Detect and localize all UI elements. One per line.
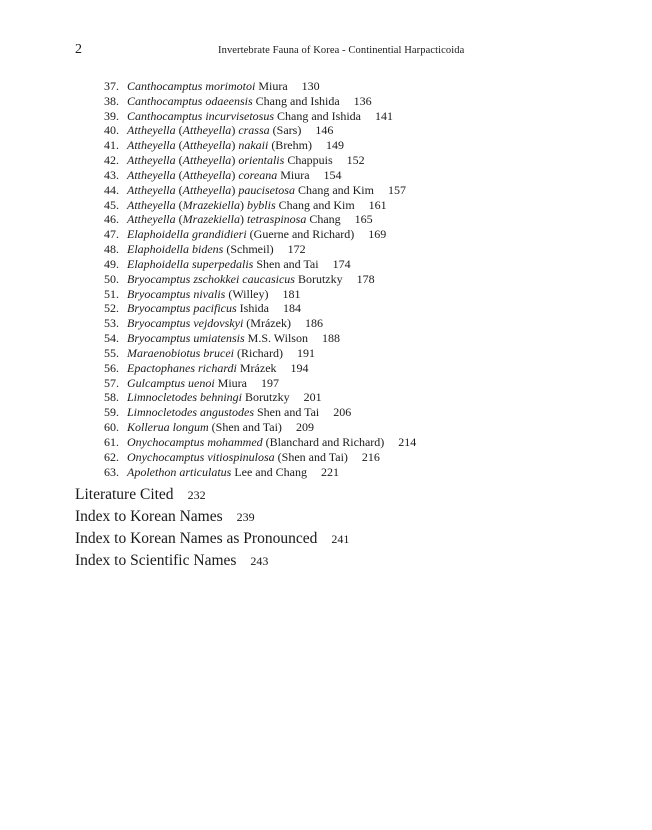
entry-number: 45. — [104, 197, 119, 212]
species-authority: Chang — [306, 212, 341, 227]
section-page: 239 — [236, 510, 255, 524]
entry-page: 174 — [332, 256, 351, 271]
species-text: Miura — [255, 79, 288, 93]
species-epithet: tetraspinosa — [246, 212, 307, 227]
species-name: Elaphoidella grandidieri — [127, 227, 247, 242]
species-name: Canthocamptus odaeensis — [127, 93, 253, 108]
list-item — [104, 376, 416, 391]
species-list — [104, 79, 416, 479]
species-text: ) — [231, 138, 239, 153]
entry-page: 214 — [398, 434, 417, 449]
subgenus-name: Attheyella — [182, 123, 232, 138]
species-name: Attheyella — [127, 153, 176, 168]
entry-page: 141 — [374, 108, 393, 123]
list-item — [104, 242, 416, 257]
entry-number: 51. — [104, 286, 119, 301]
section-page: 243 — [250, 554, 269, 568]
entry-number: 53. — [104, 316, 119, 331]
species-text: ) — [231, 182, 239, 197]
list-item — [104, 198, 416, 213]
species-name: Attheyella — [127, 197, 176, 212]
section-page: 232 — [187, 488, 206, 502]
entry-page: 157 — [387, 182, 406, 197]
species-epithet: nakaii — [238, 138, 269, 153]
section-item — [75, 550, 349, 572]
entry-number: 58. — [104, 390, 119, 405]
entry-number: 44. — [104, 182, 119, 197]
subgenus-name: Mrazekiella — [182, 197, 240, 212]
entry-page: 136 — [353, 93, 372, 108]
species-text: Chang and Ishida — [252, 93, 340, 108]
species-text: (Guerne and Richard) — [246, 227, 355, 242]
list-item — [104, 123, 416, 138]
species-name: Attheyella — [127, 182, 176, 197]
list-item — [104, 79, 416, 94]
list-item — [104, 346, 416, 361]
section-list — [75, 484, 349, 572]
entry-page: 191 — [296, 345, 315, 360]
species-text: Borutzky — [241, 390, 290, 405]
list-item — [104, 331, 416, 346]
species-name: Onychocamptus mohammed — [127, 434, 263, 449]
species-name: Canthocamptus morimotoi — [127, 79, 256, 93]
entry-number: 52. — [104, 301, 119, 316]
entry-number: 60. — [104, 420, 119, 435]
species-text: (Mrázek) — [243, 316, 291, 331]
species-name: Maraenobiotus brucei — [127, 345, 234, 360]
species-text: ( — [175, 212, 183, 227]
species-name: Attheyella — [127, 212, 176, 227]
entry-page: 181 — [282, 286, 301, 301]
list-item — [104, 450, 416, 465]
species-text: Shen and Tai — [253, 256, 319, 271]
list-item — [104, 405, 416, 420]
species-text: Borutzky — [294, 271, 343, 286]
species-text: ) — [231, 153, 239, 168]
list-item — [104, 361, 416, 376]
list-item — [104, 420, 416, 435]
species-text: (Schmeil) — [223, 242, 274, 257]
species-text: ( — [175, 138, 183, 153]
list-item — [104, 94, 416, 109]
entry-number: 42. — [104, 153, 119, 168]
list-item — [104, 153, 416, 168]
species-epithet: crassa — [238, 123, 270, 138]
species-authority: (Sars) — [269, 123, 302, 138]
species-text: Ishida — [236, 301, 269, 316]
entry-number: 49. — [104, 256, 119, 271]
species-text: ) — [231, 167, 239, 182]
species-text: (Blanchard and Richard) — [262, 434, 385, 449]
species-name: Limnocletodes behningi — [127, 390, 242, 405]
species-name: Canthocamptus incurvisetosus — [127, 108, 274, 123]
species-epithet: orientalis — [238, 153, 285, 168]
entry-page: 161 — [368, 197, 387, 212]
entry-page: 197 — [260, 375, 279, 390]
species-name: Attheyella — [127, 123, 176, 138]
entry-page: 146 — [315, 123, 334, 138]
species-name: Bryocamptus vejdovskyi — [127, 316, 244, 331]
species-epithet: byblis — [246, 197, 276, 212]
entry-number: 57. — [104, 375, 119, 390]
entry-number: 55. — [104, 345, 119, 360]
entry-page: 130 — [301, 79, 320, 93]
entry-page: 209 — [295, 420, 314, 435]
species-name: Kollerua longum — [127, 420, 209, 435]
section-page: 241 — [331, 532, 350, 546]
entry-page: 216 — [361, 449, 380, 464]
species-name: Bryocamptus zschokkei caucasicus — [127, 271, 295, 286]
species-text: ( — [175, 167, 183, 182]
list-item — [104, 257, 416, 272]
species-text: Shen and Tai — [254, 405, 320, 420]
entry-page: 206 — [333, 405, 352, 420]
species-text: ) — [231, 123, 239, 138]
species-text: (Shen and Tai) — [208, 420, 282, 435]
entry-page: 154 — [323, 167, 342, 182]
entry-number: 46. — [104, 212, 119, 227]
entry-number: 54. — [104, 331, 119, 346]
species-text: Lee and Chang — [231, 464, 307, 479]
species-text: Mrázek — [236, 360, 277, 375]
species-text: Chang and Ishida — [274, 108, 361, 123]
species-name: Elaphoidella superpedalis — [127, 256, 254, 271]
page-number: 2 — [75, 42, 82, 57]
species-name: Attheyella — [127, 138, 176, 153]
species-name: Bryocamptus nivalis — [127, 286, 226, 301]
running-head: Invertebrate Fauna of Korea - Continential Harpacticoida — [218, 45, 465, 56]
species-epithet: paucisetosa — [238, 182, 295, 197]
species-text: Miura — [214, 375, 247, 390]
entry-number: 62. — [104, 449, 119, 464]
species-text: ( — [175, 182, 183, 197]
species-name: Gulcamptus uenoi — [127, 375, 215, 390]
entry-number: 50. — [104, 271, 119, 286]
entry-page: 184 — [282, 301, 301, 316]
list-item — [104, 435, 416, 450]
species-text: ) — [239, 212, 247, 227]
entry-page: 188 — [321, 331, 340, 346]
list-item — [104, 287, 416, 302]
entry-page: 201 — [303, 390, 322, 405]
entry-page: 152 — [346, 153, 365, 168]
species-name: Epactophanes richardi — [127, 360, 237, 375]
entry-page: 172 — [287, 242, 306, 257]
section-title: Index to Scientific Names — [75, 552, 237, 569]
list-item — [104, 212, 416, 227]
entry-page: 186 — [304, 316, 323, 331]
species-text: ( — [175, 197, 183, 212]
entry-number: 47. — [104, 227, 119, 242]
species-name: Onychocamptus vitiospinulosa — [127, 449, 275, 464]
entry-page: 221 — [320, 464, 339, 479]
list-item — [104, 316, 416, 331]
species-name: Bryocamptus pacificus — [127, 301, 237, 316]
section-item — [75, 506, 349, 528]
list-item — [104, 168, 416, 183]
species-text: ( — [175, 153, 183, 168]
list-item — [104, 272, 416, 287]
species-epithet: coreana — [238, 167, 278, 182]
entry-number: 63. — [104, 464, 119, 479]
species-authority: Chappuis — [284, 153, 333, 168]
species-authority: Chang and Kim — [275, 197, 355, 212]
subgenus-name: Attheyella — [182, 138, 232, 153]
species-text: ) — [239, 197, 247, 212]
species-text: ( — [175, 123, 183, 138]
list-item — [104, 183, 416, 198]
list-item — [104, 227, 416, 242]
species-text: M.S. Wilson — [244, 331, 308, 346]
entry-number: 59. — [104, 405, 119, 420]
subgenus-name: Attheyella — [182, 167, 232, 182]
species-name: Limnocletodes angustodes — [127, 405, 254, 420]
species-authority: Chang and Kim — [294, 182, 374, 197]
entry-number: 37. — [104, 79, 119, 93]
subgenus-name: Attheyella — [182, 153, 232, 168]
entry-number: 40. — [104, 123, 119, 138]
entry-number: 56. — [104, 360, 119, 375]
section-item — [75, 528, 349, 550]
species-name: Attheyella — [127, 167, 176, 182]
list-item — [104, 465, 416, 480]
species-text: (Willey) — [225, 286, 269, 301]
section-title: Index to Korean Names as Pronounced — [75, 530, 318, 547]
subgenus-name: Attheyella — [182, 182, 232, 197]
list-item — [104, 301, 416, 316]
section-title: Index to Korean Names — [75, 508, 223, 525]
entry-page: 165 — [354, 212, 373, 227]
species-name: Bryocamptus umiatensis — [127, 331, 245, 346]
species-text: (Richard) — [234, 345, 283, 360]
species-name: Apolethon articulatus — [127, 464, 232, 479]
entry-number: 39. — [104, 108, 119, 123]
section-item — [75, 484, 349, 506]
species-text: (Shen and Tai) — [274, 449, 348, 464]
list-item — [104, 138, 416, 153]
section-title: Literature Cited — [75, 486, 174, 503]
list-item — [104, 109, 416, 124]
entry-number: 38. — [104, 93, 119, 108]
entry-number: 61. — [104, 434, 119, 449]
entry-page: 149 — [325, 138, 344, 153]
list-item — [104, 390, 416, 405]
species-authority: (Brehm) — [268, 138, 312, 153]
entry-page: 194 — [290, 360, 309, 375]
entry-page: 178 — [356, 271, 375, 286]
subgenus-name: Mrazekiella — [182, 212, 240, 227]
entry-number: 41. — [104, 138, 119, 153]
entry-number: 48. — [104, 242, 119, 257]
entry-page: 169 — [368, 227, 387, 242]
entry-number: 43. — [104, 167, 119, 182]
species-authority: Miura — [277, 167, 310, 182]
species-name: Elaphoidella bidens — [127, 242, 224, 257]
